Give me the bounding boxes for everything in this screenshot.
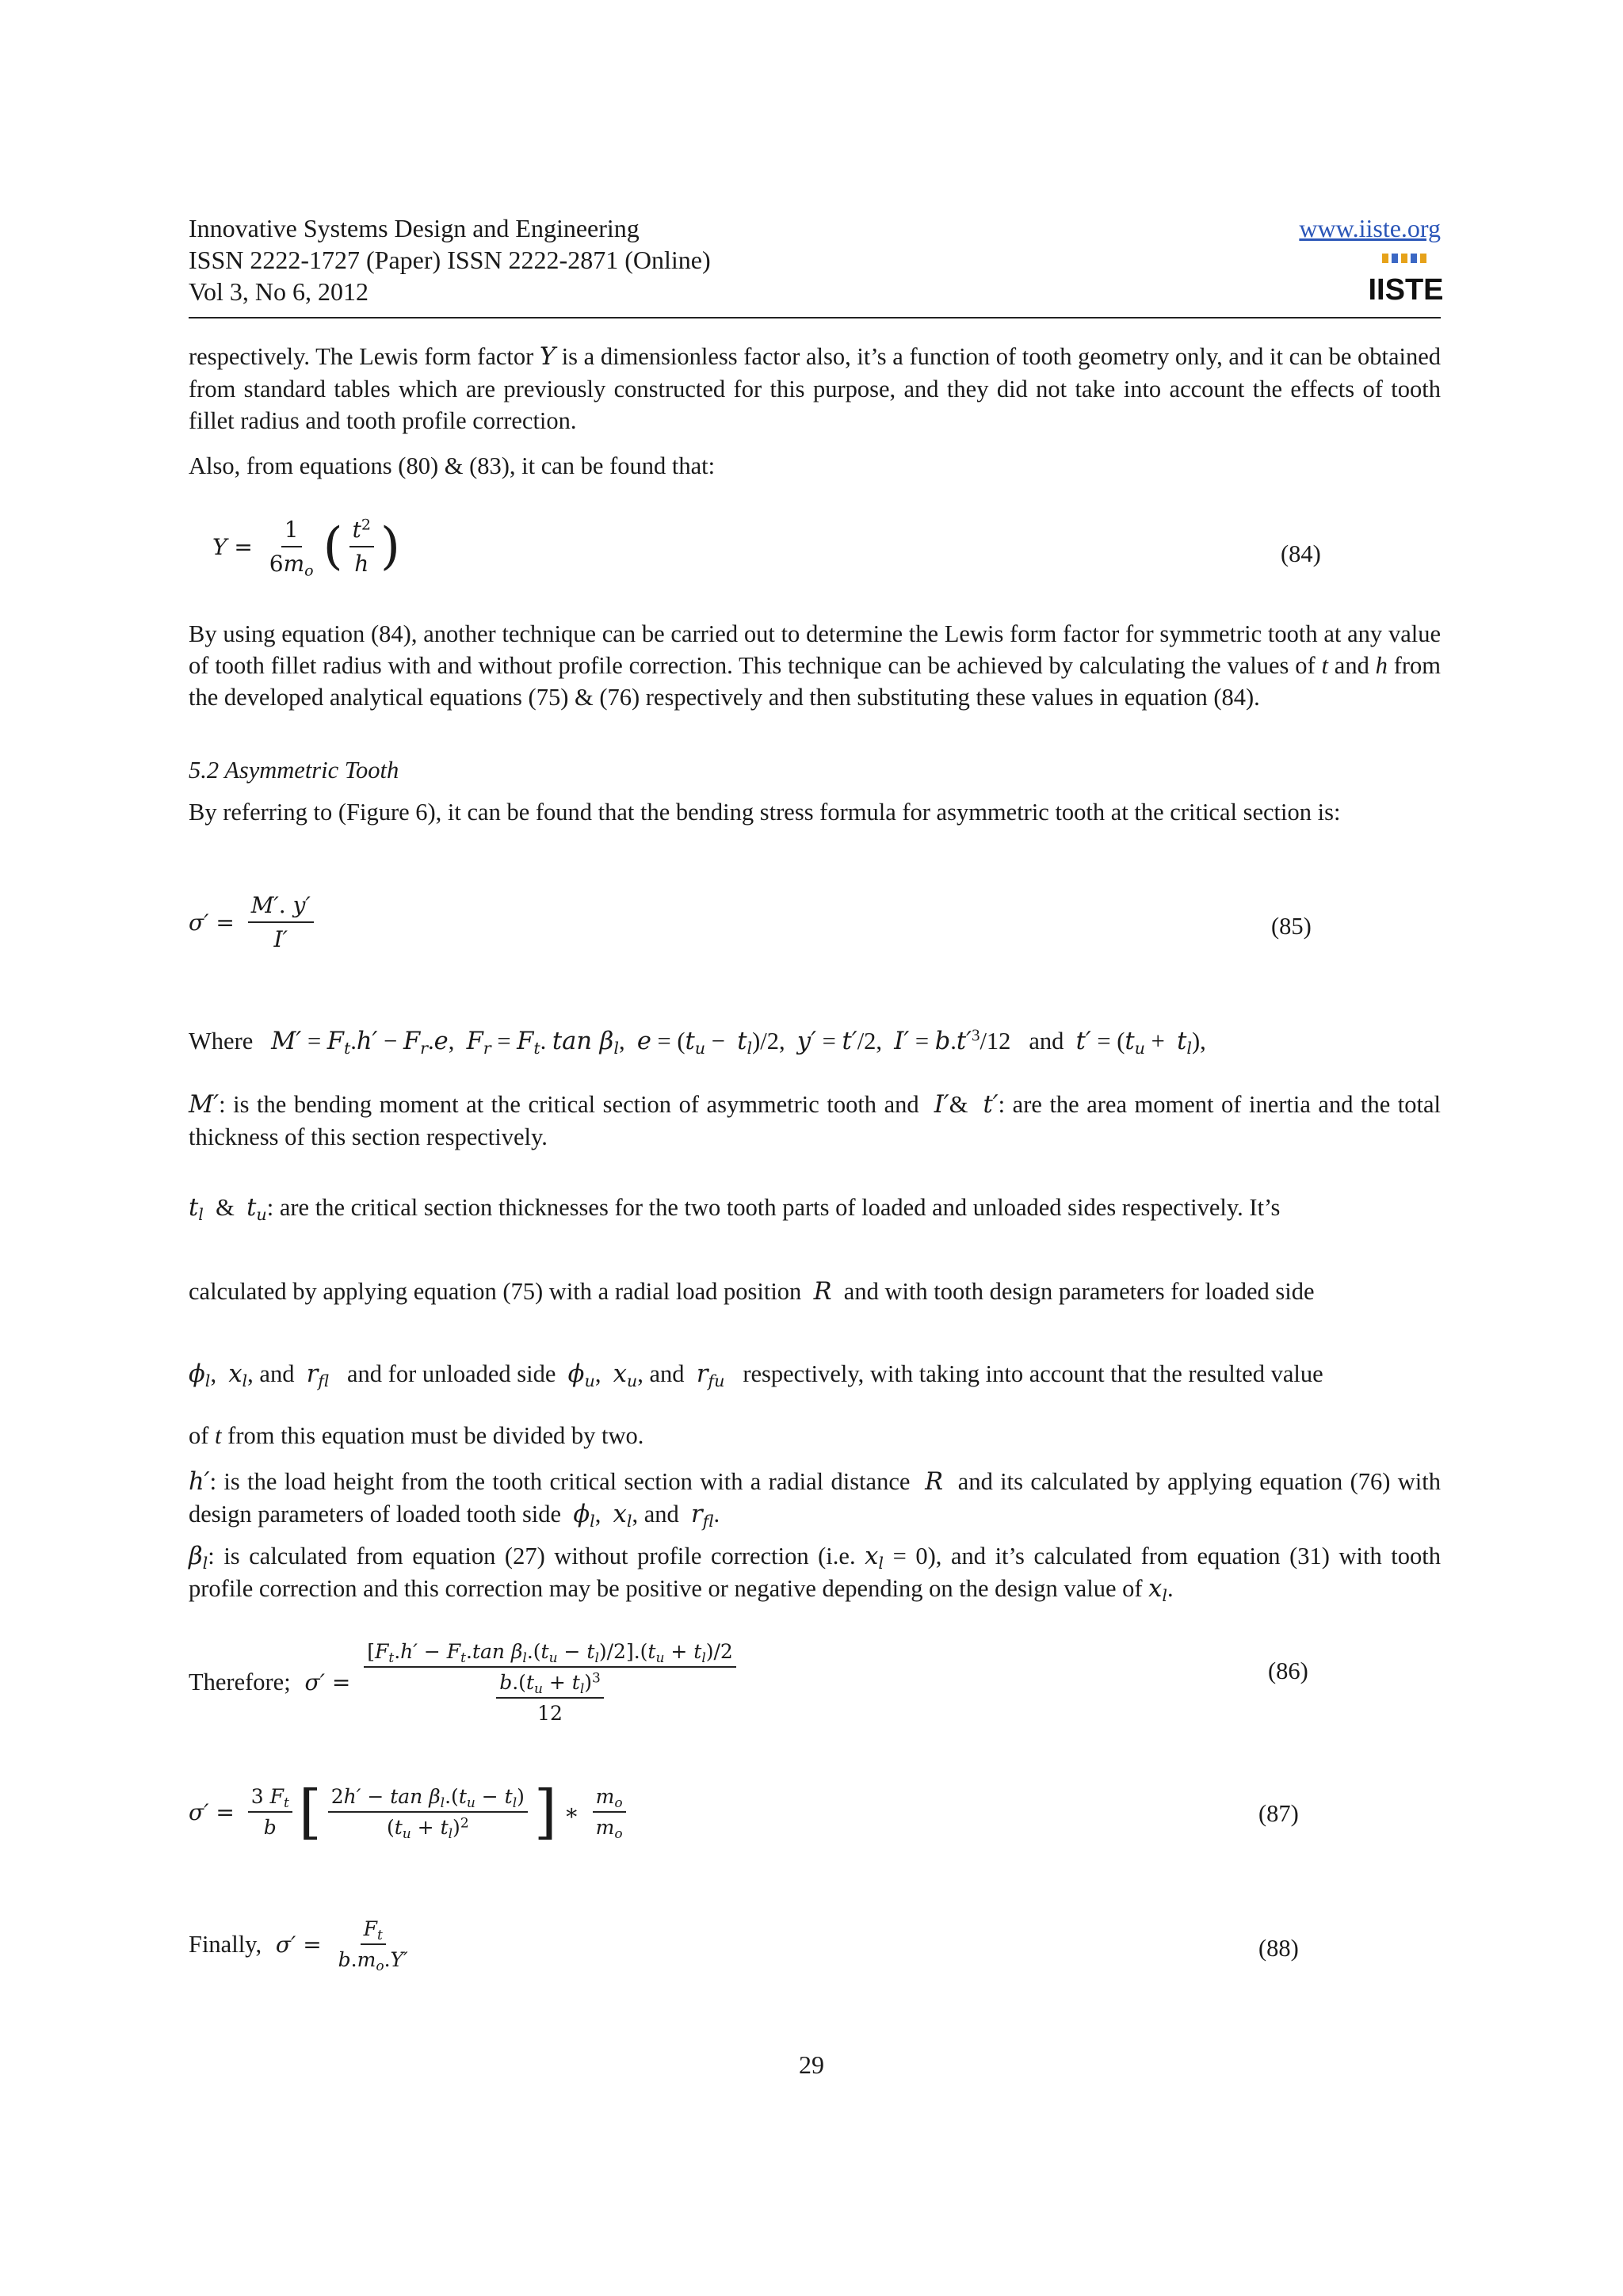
text: of <box>189 1422 209 1449</box>
paragraph-critical-thickness: $t_l$ & $t_u$: are the critical section thicknesses for the two tooth parts of loaded and unloaded sides respectively. It’s <box>189 1194 1281 1225</box>
text: ), and it’s calculated from equation (31) with tooth profile correction and this correction may be positive or negative depending on the design value of <box>189 1543 1441 1602</box>
text: and for unloaded side <box>347 1360 556 1387</box>
equation-84: Y = $\frac{1}{6m_o}$ ( $\frac{t^2}{h}$ ) <box>212 516 400 580</box>
text: h <box>1375 652 1388 679</box>
text: t <box>215 1422 222 1449</box>
paragraph-from-equations <box>189 450 1441 482</box>
text: : is the load height from the tooth critical section with a radial distance <box>209 1468 911 1495</box>
text: from the developed analytical equations (75) & (76) respectively and then substituting these values in equation (84). <box>189 652 1442 711</box>
text: and <box>1334 652 1369 679</box>
iiste-logo <box>1368 250 1444 307</box>
text: calculated by applying equation (75) with a radial load position <box>189 1278 802 1305</box>
journal-issn: ISSN 2222-1727 (Paper) ISSN 2222-2871 (Online) <box>189 246 711 274</box>
equation-87: σ′ = $\frac{3 F_t}{b}$ [ $\frac{2h' - \tan \beta_l.(t_u - t_l)}{(t_u + t_l)^2}$ ] ∗ $\frac{m_o}{m_o}$ <box>189 1783 1298 1841</box>
equation-number-88: (88) <box>1258 1935 1299 1962</box>
journal-info <box>189 212 711 307</box>
text: t <box>1321 652 1328 679</box>
symbol-Y: Y <box>539 343 556 371</box>
paragraph-technique <box>189 618 1441 713</box>
text: : is calculated from equation (27) without profile correction (i.e. <box>208 1543 856 1569</box>
text: : are the area moment of inertia and the total thickness of this section respectively. <box>189 1091 1441 1150</box>
journal-branding <box>1299 212 1441 244</box>
text: By referring to (Figure 6), it can be found that the bending stress formula for asymmetric tooth at the critical section is: <box>189 799 1341 826</box>
text: Also, from equations (80) & (83), it can be found that: <box>189 452 716 479</box>
section-heading: 5.2 Asymmetric Tooth <box>189 757 399 784</box>
journal-title: Innovative Systems Design and Engineering <box>189 214 640 242</box>
website-link[interactable]: www.iiste.org <box>1299 214 1441 242</box>
text: respectively, with taking into account that the resulted value <box>743 1360 1323 1387</box>
logo-text: IISTE <box>1368 273 1444 307</box>
equation-88: Finally, σ′ = $\frac{F_t}{b.m_o.Y'}$ <box>189 1917 408 1975</box>
header-rule <box>189 317 1441 318</box>
paragraph-lewis <box>189 341 1441 437</box>
text: is a dimensionless factor also, it’s a function of tooth geometry only, and it can be obtained from standard tables which are previously constructed for this purpose, and they did not take into account the effects of tooth fillet radius and tooth profile correction. <box>189 343 1442 434</box>
equation-number-85: (85) <box>1271 913 1312 940</box>
equation-85: σ′ = $\frac{M'. y'}{I'}$ <box>189 892 1298 952</box>
text: : are the critical section thicknesses for the two tooth parts of loaded and unloaded sides respectively. It’s <box>266 1194 1281 1221</box>
text: Therefore; <box>189 1669 291 1695</box>
journal-volume: Vol 3, No 6, 2012 <box>189 277 369 306</box>
text: : is the bending moment at the critical section of asymmetric tooth and <box>219 1091 919 1118</box>
text: respectively. The Lewis form factor <box>189 343 534 370</box>
paragraph-bending-moment: M′: is the bending moment at the critical section of asymmetric tooth and I′& t′: are the area moment of inertia and the total thickness of this section respectively. <box>189 1091 1441 1150</box>
where-definitions: Where $M' = F_t.h' - F_r.e$, $F_r = F_t$. $\tan \beta_l$, $e = (t_u - t_l)/2$, y′ = t′/2, $I' = b.t'^3/12$ and $t' = (t_u + t_l)$, <box>189 1027 1206 1058</box>
text: from this equation must be divided by two. <box>227 1422 644 1449</box>
paragraph-beta: $\beta_l$: is calculated from equation (27) without profile correction (i.e. $x_l = 0$), and it’s calculated from equation (31) with tooth profile correction and this correction may be positive or negative depending on the design value of $x_l$. <box>189 1543 1441 1606</box>
text: and its calculated by applying equation (76) with design parameters of loaded tooth side <box>189 1468 1441 1527</box>
paragraph-radial-load: calculated by applying equation (75) with a radial load position R and with tooth design parameters for loaded side <box>189 1278 1315 1306</box>
page-number: 29 <box>799 2050 824 2079</box>
paragraph-divide-two <box>189 1420 1441 1451</box>
equation-number-87: (87) <box>1258 1800 1299 1827</box>
equation-number-84: (84) <box>1281 540 1321 567</box>
paragraph-asymmetric <box>189 796 1441 828</box>
text: and <box>1029 1028 1064 1055</box>
equation-86: Therefore; σ′ = $\frac{[F_t.h' - F_t.\tan \beta_l.(t_u - t_l)/2].(t_u + t_l)/2}{\frac{b.(t_u + t_l)^3}{12}}$ <box>189 1640 1298 1725</box>
equation-number-86: (86) <box>1268 1657 1308 1684</box>
text: and with tooth design parameters for loaded side <box>843 1278 1315 1305</box>
paragraph-design-parameters: $\phi_l$, $x_l$, and $r_{fl}$ and for unloaded side $\phi_u$, $x_u$, and $r_{fu}$ respectively, with taking into account that the resulted value <box>189 1360 1323 1391</box>
text: By using equation (84), another technique can be carried out to determine the Lewis form factor for symmetric tooth at any value of tooth fillet radius with and without profile correction. This technique can be achieved by calculating the values of <box>189 620 1441 679</box>
text: Finally, <box>189 1930 262 1958</box>
text: Where <box>189 1028 254 1055</box>
paragraph-load-height: h′: is the load height from the tooth critical section with a radial distance R and its calculated by applying equation (76) with design parameters of loaded tooth side $\phi_l$, $x_l$, and $r_{fl}$. <box>189 1468 1441 1531</box>
